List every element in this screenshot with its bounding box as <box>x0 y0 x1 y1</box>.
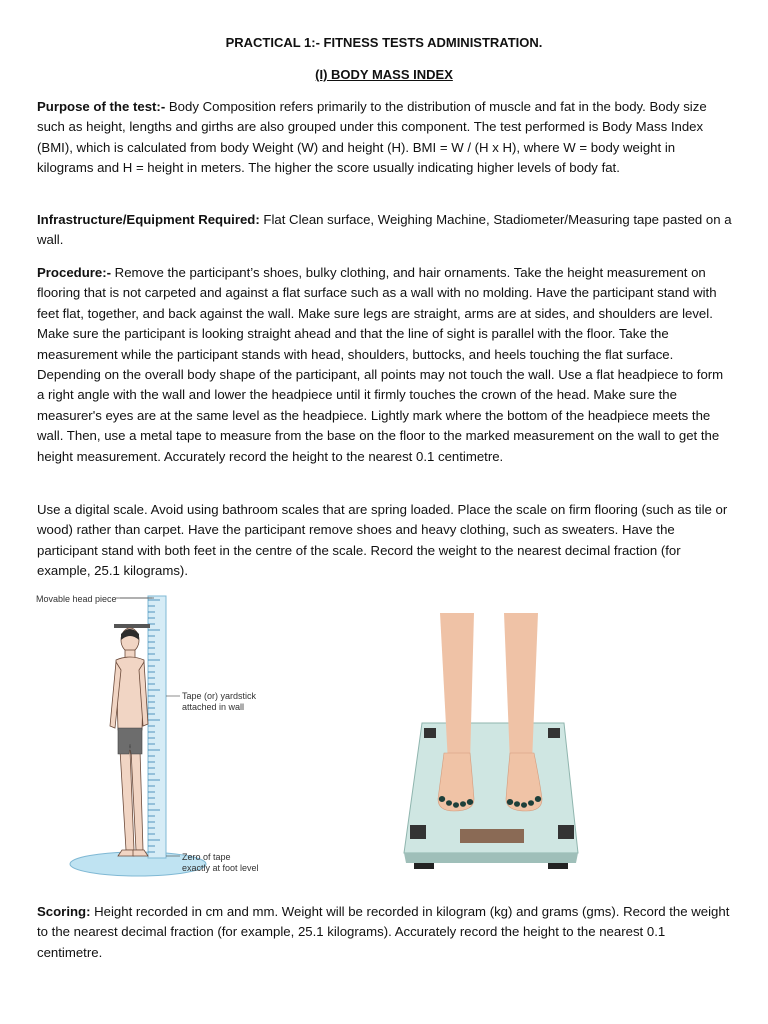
scoring-label: Scoring: <box>37 904 91 919</box>
stadiometer-illustration <box>30 588 320 883</box>
stadiometer-figure <box>30 588 320 883</box>
purpose-text: Body Composition refers primarily to the distribution of muscle and fat in the body. Body size such as height, lengths and girths are also grouped under this component. The test performed is Body Mass Index (BMI), which is calculated from body Weight (W) and height (H). BMI = W / (H x H), where W = body weight in kilograms and H = height in meters. The higher the score usually indicating higher levels of body fat. <box>37 99 707 176</box>
procedure-label: Procedure:- <box>37 265 112 280</box>
procedure-text: Remove the participant’s shoes, bulky clothing, and hair ornaments. Take the height measurement on flooring that is not carpeted and against a flat surface such as a wall with no molding. Have the participant stand with feet flat, together, and back against the wall. Make sure legs are straight, arms are at sides, and shoulders are level. Make sure the participant is looking straight ahead and that the line of sight is parallel with the floor. Take the measurement while the participant stands with head, shoulders, buttocks, and heels touching the flat surface. Depending on the overall body shape of the participant, all points may not touch the wall. Use a flat headpiece to form a right angle with the wall and lower the headpiece until it firmly touches the crown of the head. Make sure the measurer's eyes are at the same level as the headpiece. Lightly mark where the bottom of the headpiece meets the wall. Then, use a metal tape to measure from the base on the floor to the marked measurement on the wall to get the height measurement. Accurately record the height to the nearest 0.1 centimetre. <box>37 265 724 464</box>
label-headpiece: Movable head piece <box>36 594 117 604</box>
label-tape-line1: Tape (or) yardstick <box>182 691 257 701</box>
label-zero-line1: Zero of tape <box>182 852 231 862</box>
scoring-text: Height recorded in cm and mm. Weight will be recorded in kilogram (kg) and grams (gms). Record the weight to the nearest decimal fraction (for example, 25.1 kilograms). Accurately record the height to the nearest 0.1 centimetre. <box>37 904 730 960</box>
label-zero-line2: exactly at foot level <box>182 863 259 873</box>
scoring-paragraph <box>37 902 733 963</box>
scale-photo <box>382 613 601 890</box>
infrastructure-label: Infrastructure/Equipment Required: <box>37 212 260 227</box>
procedure-paragraph <box>37 263 733 467</box>
section-title: (I) BODY MASS INDEX <box>315 67 453 82</box>
infrastructure-text: Flat Clean surface, Weighing Machine, Stadiometer/Measuring tape pasted on a wall. <box>37 212 732 248</box>
feet-on-scale-illustration <box>382 613 601 890</box>
scale-paragraph: Use a digital scale. Avoid using bathroom scales that are spring loaded. Place the scale on firm flooring (such as tile or wood) rather than carpet. Have the participant remove shoes and heavy clothing, such as sweaters. Have the participant stand with both feet in the centre of the scale. Record the weight to the nearest decimal fraction (for example, 25.1 kilograms). <box>37 502 728 579</box>
purpose-paragraph <box>37 97 733 179</box>
purpose-label: Purpose of the test:- <box>37 99 166 114</box>
page-title: PRACTICAL 1:- FITNESS TESTS ADMINISTRATION. <box>225 35 543 50</box>
label-tape-line2: attached in wall <box>182 702 245 712</box>
infrastructure-paragraph <box>37 210 733 251</box>
